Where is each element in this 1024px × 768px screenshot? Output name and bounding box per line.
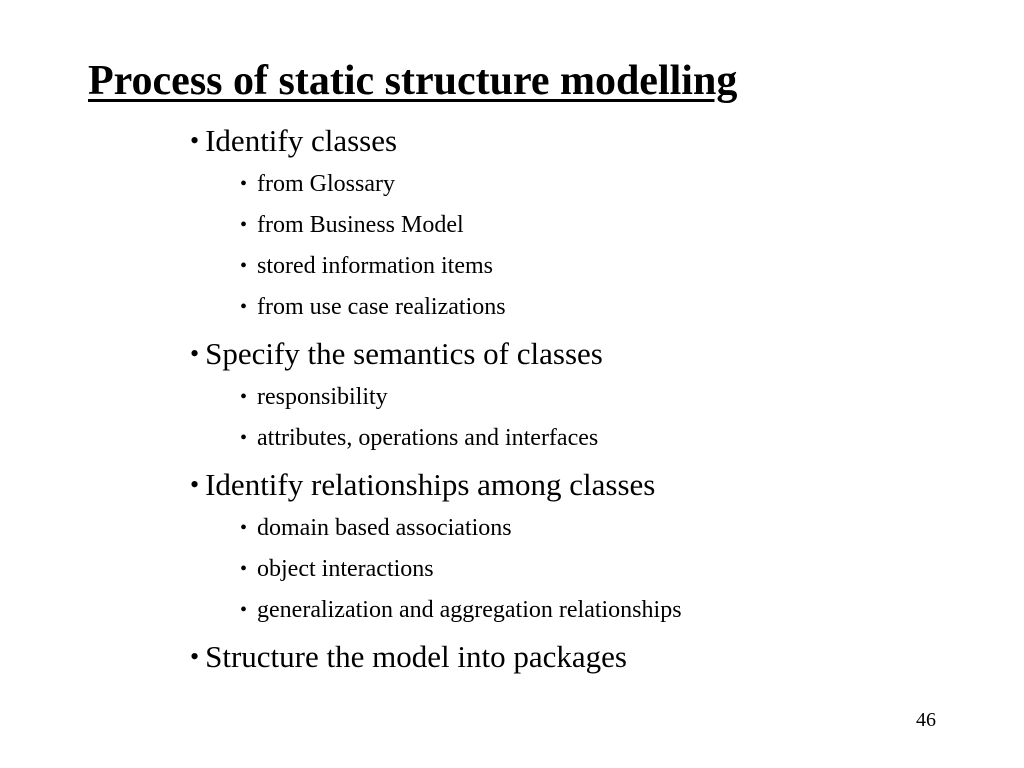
sub-bullet-text: from use case realizations: [257, 294, 506, 320]
bullet-icon: •: [190, 126, 200, 155]
bullet-point-identify-relationships: [190, 468, 655, 502]
sub-bullet-text: generalization and aggregation relationships: [257, 597, 682, 623]
sub-bullet-stored-information-items: [240, 253, 493, 279]
sub-bullet-text: responsibility: [257, 384, 388, 410]
page-number: 46: [916, 709, 936, 731]
bullet-icon: •: [240, 599, 248, 621]
bullet-point-specify-semantics: [190, 337, 603, 371]
bullet-icon: •: [240, 173, 248, 195]
sub-bullet-from-business-model: [240, 212, 464, 238]
sub-bullet-text: from Glossary: [257, 171, 395, 197]
sub-bullet-text: stored information items: [257, 253, 493, 279]
bullet-point-text: Identify classes: [205, 123, 398, 158]
sub-bullet-text: object interactions: [257, 556, 434, 582]
sub-bullet-text: attributes, operations and interfaces: [257, 425, 599, 451]
bullet-point-text: Specify the semantics of classes: [205, 336, 603, 371]
sub-bullet-text: domain based associations: [257, 515, 512, 541]
sub-bullet-attributes-operations-interfaces: [240, 425, 598, 451]
bullet-icon: •: [190, 470, 200, 499]
sub-bullet-object-interactions: [240, 556, 434, 582]
slide-title: Process of static structure modelling: [88, 58, 738, 104]
bullet-icon: •: [190, 642, 200, 671]
bullet-icon: •: [240, 214, 248, 236]
bullet-icon: •: [240, 255, 248, 277]
bullet-point-text: Identify relationships among classes: [205, 467, 656, 502]
bullet-icon: •: [240, 296, 248, 318]
bullet-icon: •: [240, 517, 248, 539]
bullet-icon: •: [240, 427, 248, 449]
sub-bullet-responsibility: [240, 384, 388, 410]
bullet-point-identify-classes: [190, 124, 397, 158]
sub-bullet-generalization-aggregation: [240, 597, 682, 623]
bullet-icon: •: [240, 558, 248, 580]
sub-bullet-domain-based-associations: [240, 515, 512, 541]
sub-bullet-from-use-case-realizations: [240, 294, 506, 320]
bullet-icon: •: [240, 386, 248, 408]
sub-bullet-from-glossary: [240, 171, 395, 197]
bullet-point-text: Structure the model into packages: [205, 639, 627, 674]
bullet-icon: •: [190, 339, 200, 368]
sub-bullet-text: from Business Model: [257, 212, 464, 238]
bullet-point-structure-model: [190, 640, 627, 674]
